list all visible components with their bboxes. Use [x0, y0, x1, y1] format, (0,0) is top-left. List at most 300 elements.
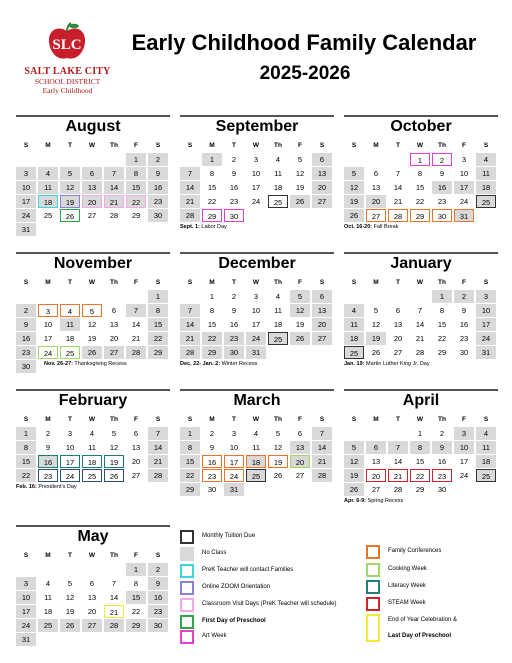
day-cell: 11: [344, 318, 364, 331]
day-cell: 13: [371, 183, 381, 192]
weekday-header: S: [23, 416, 29, 423]
weekday-header: F: [298, 416, 302, 423]
day-cell: 30: [148, 619, 168, 632]
weekday-header: S: [155, 552, 161, 559]
day-cell: 11: [44, 593, 52, 602]
day-cell: 27: [393, 348, 403, 357]
day-cell: 5: [111, 429, 117, 438]
weekday-header: Th: [438, 416, 446, 423]
weekday-header: W: [416, 279, 424, 286]
day-cell: 26: [290, 332, 310, 345]
day-cell: 10: [43, 320, 53, 329]
day-cell: 8: [180, 441, 200, 454]
weekday-header: Th: [274, 416, 282, 423]
day-cell: 15: [16, 455, 36, 468]
day-cell: 23: [148, 605, 168, 618]
logo-line-2: SCHOOL DISTRICT: [34, 77, 101, 86]
day-cell: 15: [180, 455, 200, 468]
day-cell: 8: [133, 579, 139, 588]
day-cell: 6: [366, 441, 386, 454]
day-cell: 25: [43, 211, 53, 220]
day-cell: 14: [180, 318, 200, 331]
day-cell: 7: [104, 167, 124, 180]
day-cell: 8: [16, 441, 36, 454]
day-cell: 4: [89, 429, 95, 438]
weekday-header: Th: [438, 279, 446, 286]
day-cell: 21: [180, 332, 200, 345]
day-cell: 2: [454, 290, 474, 303]
holiday-note-text: Spring Recess: [366, 498, 404, 504]
day-cell: 24: [246, 332, 266, 345]
weekday-header: T: [232, 416, 236, 423]
legend-swatch: [180, 564, 194, 578]
apple-logo-icon: [46, 22, 88, 62]
weekday-header: S: [187, 279, 193, 286]
day-cell: 25: [38, 619, 58, 632]
day-cell: 17: [251, 183, 261, 192]
day-cell: 3: [38, 304, 58, 317]
day-cell: 17: [459, 457, 469, 466]
day-cell: 18: [476, 455, 496, 468]
legend-swatch: [366, 580, 380, 594]
day-cell: 3: [67, 429, 73, 438]
month-name: March: [180, 389, 334, 413]
day-cell: 26: [273, 471, 283, 480]
month-april: [344, 389, 498, 504]
day-cell: 13: [393, 320, 403, 329]
holiday-note-text: Martin Luther King Jr. Day: [364, 361, 430, 367]
month-february: [16, 389, 170, 490]
legend-swatch: [180, 547, 194, 561]
legend-swatch: [180, 615, 194, 629]
month-name: February: [16, 389, 170, 413]
month-name: September: [180, 115, 334, 139]
day-cell: 24: [224, 469, 244, 482]
day-cell: 5: [290, 290, 310, 303]
holiday-note-text: Thanksgiving Recess: [72, 361, 127, 367]
day-cell: 20: [109, 334, 119, 343]
day-cell: 4: [275, 292, 281, 301]
day-cell: 17: [476, 318, 496, 331]
weekday-header: Th: [274, 279, 282, 286]
weekday-header: W: [88, 552, 96, 559]
weekday-header: M: [209, 142, 215, 149]
legend-label: Last Day of Preschool: [388, 633, 452, 639]
weekday-header: F: [462, 279, 466, 286]
day-cell: 12: [273, 443, 283, 452]
month-december: [180, 252, 334, 367]
legend-label: First Day of Preschool: [202, 618, 266, 624]
day-cell: 3: [16, 577, 36, 590]
month-name: August: [16, 115, 170, 139]
day-cell: 25: [268, 332, 288, 345]
month-march: [180, 389, 334, 494]
day-cell: 4: [253, 429, 259, 438]
day-cell: 9: [231, 306, 237, 315]
day-cell: 4: [38, 167, 58, 180]
day-cell: 19: [268, 455, 288, 468]
month-name: January: [344, 252, 498, 276]
day-cell: 18: [246, 455, 266, 468]
day-cell: 27: [104, 346, 124, 359]
day-cell: 11: [476, 441, 496, 454]
day-cell: 9: [148, 167, 168, 180]
weekday-header: Th: [110, 416, 118, 423]
day-cell: 25: [476, 195, 496, 208]
day-cell: 12: [87, 320, 97, 329]
day-cell: 16: [459, 320, 469, 329]
day-cell: 11: [274, 306, 282, 315]
day-cell: 10: [251, 169, 261, 178]
day-cell: 4: [476, 153, 496, 166]
day-cell: 13: [87, 593, 97, 602]
day-cell: 8: [148, 304, 168, 317]
legend-swatch: [366, 545, 380, 559]
day-cell: 27: [295, 471, 305, 480]
legend-label: Monthly Tuition Due: [202, 533, 256, 539]
day-cell: 18: [65, 334, 75, 343]
day-cell: 26: [82, 346, 102, 359]
page-subtitle: 2025-2026: [259, 63, 351, 84]
weekday-header: S: [319, 142, 325, 149]
day-cell: 22: [202, 332, 222, 345]
day-cell: 2: [439, 429, 445, 438]
day-cell: 8: [439, 306, 445, 315]
day-cell: 15: [126, 591, 146, 604]
day-cell: 28: [312, 469, 332, 482]
day-cell: 30: [207, 485, 217, 494]
day-cell: 17: [16, 195, 36, 208]
day-cell: 16: [16, 332, 36, 345]
day-cell: 7: [395, 169, 401, 178]
weekday-header: S: [187, 416, 193, 423]
day-cell: 22: [148, 332, 168, 345]
day-cell: 1: [148, 290, 168, 303]
day-cell: 30: [224, 346, 244, 359]
day-cell: 6: [133, 429, 139, 438]
day-cell: 15: [207, 320, 217, 329]
weekday-header: T: [396, 142, 400, 149]
day-cell: 12: [371, 320, 381, 329]
day-cell: 18: [43, 607, 53, 616]
day-cell: 14: [312, 441, 332, 454]
day-cell: 11: [476, 167, 496, 180]
day-cell: 5: [82, 304, 102, 317]
day-cell: 27: [82, 619, 102, 632]
day-cell: 21: [104, 605, 124, 618]
day-cell: 22: [437, 334, 447, 343]
day-cell: 7: [417, 306, 423, 315]
month-name: April: [344, 389, 498, 413]
day-cell: 6: [312, 290, 332, 303]
day-cell: 23: [38, 469, 58, 482]
weekday-header: W: [88, 279, 96, 286]
day-cell: 28: [148, 469, 168, 482]
day-cell: 31: [246, 346, 266, 359]
holiday-note: [44, 361, 127, 367]
weekday-header: S: [155, 279, 161, 286]
day-cell: 12: [290, 304, 310, 317]
weekday-header: W: [252, 142, 260, 149]
logo-initials: SLC: [52, 37, 82, 53]
day-cell: 3: [253, 155, 259, 164]
day-cell: 24: [16, 619, 36, 632]
day-cell: 31: [454, 209, 474, 222]
day-cell: 21: [388, 469, 408, 482]
month-may: [16, 525, 170, 644]
holiday-note-date: Nov. 26-27:: [44, 361, 73, 367]
day-cell: 10: [454, 441, 474, 454]
day-cell: 21: [312, 455, 332, 468]
day-cell: 4: [60, 304, 80, 317]
weekday-header: M: [209, 416, 215, 423]
page-title: Early Childhood Family Calendar: [131, 30, 477, 55]
day-cell: 21: [415, 334, 425, 343]
day-cell: 7: [312, 427, 332, 440]
legend-label: Family Conferences: [388, 548, 442, 554]
day-cell: 29: [131, 211, 141, 220]
day-cell: 9: [461, 306, 467, 315]
day-cell: 7: [111, 579, 117, 588]
day-cell: 18: [82, 455, 102, 468]
day-cell: 20: [290, 455, 310, 468]
day-cell: 18: [273, 183, 283, 192]
holiday-note-text: Labor Day: [199, 224, 227, 230]
day-cell: 29: [437, 348, 447, 357]
day-cell: 16: [432, 181, 452, 194]
day-cell: 22: [131, 607, 141, 616]
day-cell: 11: [274, 169, 282, 178]
day-cell: 20: [82, 195, 102, 208]
weekday-header: F: [462, 416, 466, 423]
weekday-header: W: [88, 416, 96, 423]
weekday-header: W: [88, 142, 96, 149]
day-cell: 1: [209, 292, 215, 301]
day-cell: 9: [148, 577, 168, 590]
holiday-note-date: Oct. 16-20:: [344, 224, 373, 230]
day-cell: 30: [16, 360, 36, 373]
day-cell: 26: [60, 619, 80, 632]
holiday-note: [344, 498, 403, 504]
weekday-header: W: [416, 142, 424, 149]
day-cell: 6: [82, 167, 102, 180]
weekday-header: M: [45, 416, 51, 423]
holiday-note-text: Winter Recess: [220, 361, 258, 367]
legend-swatch: [366, 597, 380, 611]
day-cell: 9: [209, 443, 215, 452]
district-logo: [20, 22, 115, 102]
legend-label: STEAM Week: [388, 600, 426, 606]
day-cell: 2: [16, 304, 36, 317]
day-cell: 7: [388, 441, 408, 454]
day-cell: 28: [109, 211, 119, 220]
weekday-header: W: [416, 416, 424, 423]
day-cell: 22: [126, 195, 146, 208]
day-cell: 18: [344, 332, 364, 345]
day-cell: 23: [437, 197, 447, 206]
day-cell: 29: [126, 619, 146, 632]
holiday-note: [344, 224, 398, 230]
holiday-note: [16, 484, 77, 490]
day-cell: 5: [67, 579, 73, 588]
month-name: October: [344, 115, 498, 139]
day-cell: 1: [16, 427, 36, 440]
day-cell: 19: [104, 455, 124, 468]
month-name: December: [180, 252, 334, 276]
day-cell: 13: [371, 457, 381, 466]
day-cell: 27: [371, 485, 381, 494]
day-cell: 10: [16, 591, 36, 604]
weekday-header: S: [155, 142, 161, 149]
legend-swatch: [180, 630, 194, 644]
month-january: [344, 252, 498, 367]
day-cell: 22: [180, 469, 200, 482]
day-cell: 20: [366, 469, 386, 482]
holiday-note-text: President's Day: [36, 484, 77, 490]
weekday-header: S: [23, 279, 29, 286]
day-cell: 27: [87, 211, 97, 220]
legend-swatch: [366, 614, 380, 642]
day-cell: 6: [89, 579, 95, 588]
day-cell: 27: [366, 209, 386, 222]
weekday-header: T: [68, 142, 72, 149]
day-cell: 9: [16, 318, 36, 331]
day-cell: 20: [366, 195, 386, 208]
day-cell: 30: [432, 209, 452, 222]
day-cell: 19: [60, 195, 80, 208]
day-cell: 9: [231, 169, 237, 178]
day-cell: 1: [432, 290, 452, 303]
day-cell: 2: [209, 429, 215, 438]
day-cell: 28: [393, 485, 403, 494]
day-cell: 7: [180, 167, 200, 180]
day-cell: 30: [459, 348, 469, 357]
holiday-note-date: Jan. 19:: [344, 361, 365, 367]
day-cell: 19: [87, 334, 97, 343]
day-cell: 9: [432, 441, 452, 454]
day-cell: 22: [410, 469, 430, 482]
day-cell: 3: [253, 292, 259, 301]
day-cell: 14: [131, 320, 141, 329]
day-cell: 20: [393, 334, 403, 343]
day-cell: 22: [207, 197, 217, 206]
holiday-note-date: Apr. 6-9:: [344, 498, 367, 504]
day-cell: 19: [65, 607, 75, 616]
day-cell: 11: [60, 318, 80, 331]
day-cell: 11: [252, 443, 260, 452]
day-cell: 25: [82, 469, 102, 482]
day-cell: 19: [344, 195, 364, 208]
weekday-header: F: [134, 142, 138, 149]
day-cell: 3: [461, 155, 467, 164]
day-cell: 1: [126, 153, 146, 166]
day-cell: 21: [180, 195, 200, 208]
day-cell: 2: [231, 292, 237, 301]
day-cell: 19: [295, 183, 305, 192]
weekday-header: S: [187, 142, 193, 149]
legend-label: Classroom Visit Days (PreK Teacher will schedule): [202, 601, 337, 607]
day-cell: 9: [45, 443, 51, 452]
day-cell: 23: [148, 195, 168, 208]
day-cell: 16: [229, 183, 239, 192]
weekday-header: M: [209, 279, 215, 286]
weekday-header: S: [351, 279, 357, 286]
weekday-header: F: [298, 279, 302, 286]
weekday-header: W: [252, 279, 260, 286]
day-cell: 25: [268, 195, 288, 208]
weekday-header: S: [319, 279, 325, 286]
day-cell: 12: [295, 169, 305, 178]
weekday-header: T: [68, 552, 72, 559]
day-cell: 14: [104, 181, 124, 194]
day-cell: 6: [373, 169, 379, 178]
day-cell: 14: [148, 441, 168, 454]
month-november: [16, 252, 170, 371]
day-cell: 5: [275, 429, 281, 438]
day-cell: 11: [88, 443, 96, 452]
day-cell: 30: [224, 209, 244, 222]
day-cell: 28: [415, 348, 425, 357]
day-cell: 29: [148, 346, 168, 359]
day-cell: 14: [393, 457, 403, 466]
day-cell: 2: [148, 153, 168, 166]
day-cell: 10: [251, 306, 261, 315]
day-cell: 16: [148, 181, 168, 194]
day-cell: 9: [439, 169, 445, 178]
legend-label: PreK Teacher will contact Families: [202, 567, 294, 573]
weekday-header: F: [134, 552, 138, 559]
day-cell: 26: [371, 348, 381, 357]
day-cell: 23: [224, 332, 244, 345]
weekday-header: S: [23, 552, 29, 559]
day-cell: 8: [126, 167, 146, 180]
day-cell: 19: [344, 469, 364, 482]
month-name: May: [16, 525, 170, 549]
day-cell: 3: [16, 167, 36, 180]
day-cell: 30: [148, 209, 168, 222]
weekday-header: Th: [110, 142, 118, 149]
day-cell: 14: [180, 181, 200, 194]
day-cell: 19: [295, 320, 305, 329]
day-cell: 28: [104, 619, 124, 632]
day-cell: 4: [275, 155, 281, 164]
day-cell: 6: [297, 429, 303, 438]
day-cell: 1: [126, 563, 146, 576]
holiday-note-date: Feb. 16:: [16, 484, 37, 490]
day-cell: 8: [417, 169, 423, 178]
day-cell: 23: [202, 469, 222, 482]
holiday-note-date: Dec. 22- Jan. 2:: [180, 361, 221, 367]
day-cell: 29: [202, 209, 222, 222]
day-cell: 25: [246, 469, 266, 482]
legend-label: No Class: [202, 550, 227, 556]
legend-label: Literacy Week: [388, 583, 426, 589]
weekday-header: F: [134, 416, 138, 423]
weekday-header: W: [252, 416, 260, 423]
day-cell: 30: [437, 485, 447, 494]
day-cell: 15: [148, 318, 168, 331]
day-cell: 15: [126, 181, 146, 194]
day-cell: 4: [344, 304, 364, 317]
day-cell: 6: [111, 306, 117, 315]
day-cell: 10: [65, 443, 75, 452]
day-cell: 13: [312, 167, 332, 180]
day-cell: 26: [290, 195, 310, 208]
weekday-header: S: [483, 416, 489, 423]
day-cell: 17: [60, 455, 80, 468]
month-september: [180, 115, 334, 230]
day-cell: 1: [202, 153, 222, 166]
